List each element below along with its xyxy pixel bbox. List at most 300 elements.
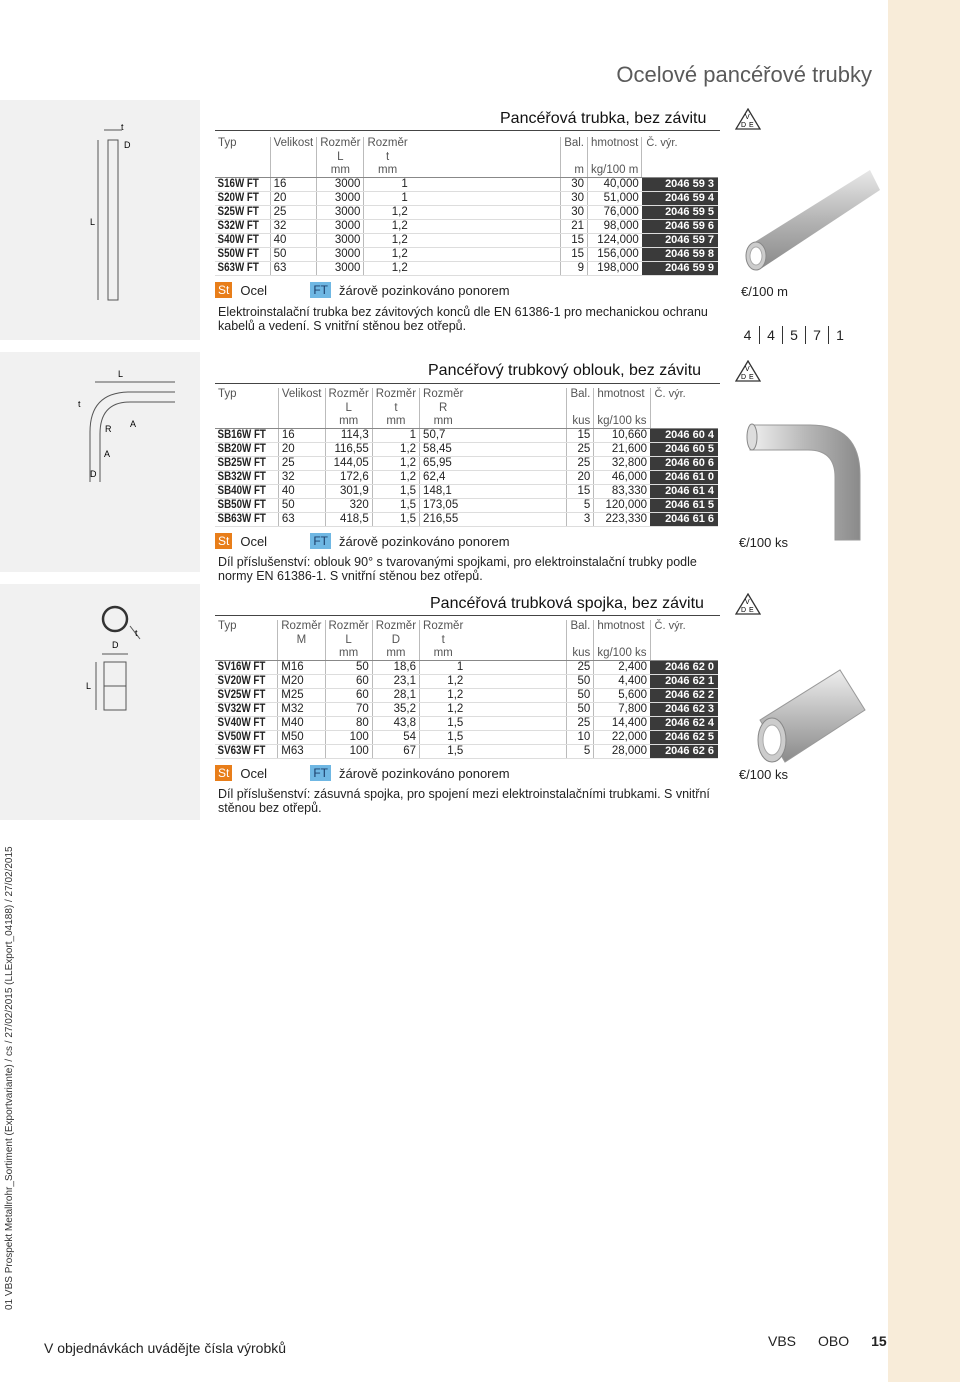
svg-text:t: t: [78, 399, 81, 409]
product-table: [215, 388, 718, 527]
table-cell: [411, 206, 561, 220]
table-cell: kus: [567, 415, 594, 429]
table-row: [215, 661, 718, 675]
table-cell: 2046 61 0: [650, 471, 718, 485]
table-cell: 50: [325, 661, 372, 675]
table-cell: 35,2: [372, 703, 419, 717]
table-cell: 76,000: [588, 206, 642, 220]
product-table: [215, 137, 718, 276]
table-cell: 2046 60 6: [650, 457, 718, 471]
table-cell: 20: [270, 192, 317, 206]
table-cell: 28,1: [372, 689, 419, 703]
table-cell: 4,400: [594, 675, 650, 689]
table-cell: 2046 62 2: [650, 689, 718, 703]
table-row: [215, 178, 718, 192]
vde-mark-icon: [735, 593, 761, 615]
table-cell: 1,2: [420, 689, 467, 703]
table-cell: kg/100 ks: [594, 647, 650, 661]
table-cell: mm: [372, 647, 419, 661]
table-row: [215, 206, 718, 220]
page-number: 15: [871, 1333, 887, 1349]
table-cell: mm: [364, 164, 411, 178]
table-cell: Velikost: [278, 388, 325, 402]
price-unit: €/100 ks: [738, 535, 788, 550]
table-cell: 70: [325, 703, 372, 717]
table-cell: hmotnost: [594, 620, 650, 634]
table-cell: L: [317, 151, 364, 165]
table-cell: 2046 59 6: [642, 220, 718, 234]
table-cell: mm: [372, 415, 419, 429]
section-title: Pancéřová trubková spojka, bez závitu: [430, 595, 704, 612]
table-cell: R: [420, 402, 467, 416]
table-cell: 9: [561, 262, 588, 276]
table-cell: mm: [325, 415, 372, 429]
table-cell: 50: [270, 248, 317, 262]
table-cell: 50: [567, 675, 594, 689]
title-rule: [215, 130, 720, 131]
table-cell: [561, 151, 588, 165]
table-row: [215, 703, 718, 717]
table-cell: 1,5: [372, 499, 419, 513]
brand-obo: OBO: [818, 1333, 850, 1349]
table-cell: 2046 62 1: [650, 675, 718, 689]
table-row: [215, 429, 718, 443]
svg-text:R: R: [105, 424, 112, 434]
vde-mark-icon: [735, 108, 761, 130]
title-rule: [215, 615, 720, 616]
table-cell: 2046 59 5: [642, 206, 718, 220]
svg-text:D: D: [741, 374, 747, 381]
table-cell: Č. výr.: [650, 620, 718, 634]
table-cell: SB50W FT: [215, 499, 269, 513]
table-cell: 5: [567, 499, 594, 513]
table-cell: 98,000: [588, 220, 642, 234]
table-cell: 40,000: [588, 178, 642, 192]
vde-mark-icon: [735, 360, 761, 382]
table-cell: SB40W FT: [215, 485, 269, 499]
table-cell: 116,55: [325, 443, 372, 457]
table-cell: 15: [567, 485, 594, 499]
section-title: Pancéřový trubkový oblouk, bez závitu: [428, 362, 702, 379]
table-cell: Č. výr.: [642, 137, 718, 151]
table-cell: 172,6: [325, 471, 372, 485]
svg-text:E: E: [749, 122, 754, 129]
table-cell: Rozměr: [372, 620, 419, 634]
table-cell: hmotnost: [594, 388, 650, 402]
table-cell: t: [420, 634, 467, 648]
svg-text:V: V: [745, 599, 750, 606]
table-row: [215, 513, 718, 527]
table-cell: 1,5: [420, 731, 467, 745]
table-cell: mm: [420, 415, 467, 429]
table-cell: [411, 164, 561, 178]
table-cell: 1,2: [364, 262, 411, 276]
table-cell: 21: [561, 220, 588, 234]
table-cell: 223,330: [594, 513, 650, 527]
svg-text:D: D: [741, 122, 747, 129]
svg-text:V: V: [745, 366, 750, 373]
svg-text:V: V: [745, 114, 750, 121]
table-cell: S63W FT: [215, 262, 262, 276]
table-cell: 30: [561, 192, 588, 206]
table-cell: 67: [372, 745, 419, 759]
material-line: [215, 533, 510, 549]
table-cell: [215, 164, 270, 178]
table-cell: kus: [567, 647, 594, 661]
table-cell: 28,000: [594, 745, 650, 759]
table-cell: M50: [278, 731, 325, 745]
table-cell: 301,9: [325, 485, 372, 499]
table-cell: 114,3: [325, 429, 372, 443]
table-cell: mm: [317, 164, 364, 178]
table-row: [215, 745, 718, 759]
table-cell: L: [325, 402, 372, 416]
table-row: [215, 192, 718, 206]
table-cell: 32,800: [594, 457, 650, 471]
table-cell: S16W FT: [215, 178, 262, 192]
table-cell: 3: [567, 513, 594, 527]
svg-text:L: L: [118, 369, 124, 379]
table-cell: Typ: [218, 620, 237, 633]
table-cell: S20W FT: [215, 192, 262, 206]
table-cell: [215, 151, 270, 165]
table-cell: 148,1: [420, 485, 467, 499]
svg-text:L: L: [86, 681, 92, 691]
table-row: [215, 499, 718, 513]
table-cell: 15: [567, 429, 594, 443]
table-cell: [270, 151, 317, 165]
table-cell: [411, 151, 561, 165]
table-cell: 1,2: [364, 220, 411, 234]
table-cell: D: [372, 634, 419, 648]
table-cell: 14,400: [594, 717, 650, 731]
material-label: Ocel: [240, 533, 268, 549]
table-cell: Rozměr: [372, 388, 419, 402]
table-cell: 46,000: [594, 471, 650, 485]
table-cell: SV50W FT: [215, 731, 268, 745]
diagram-panel: [0, 100, 200, 340]
table-cell: Velikost: [270, 137, 317, 151]
table-cell: Rozměr: [420, 620, 467, 634]
tube-diagram: [0, 100, 200, 340]
table-cell: m: [561, 164, 588, 178]
table-cell: 2046 61 4: [650, 485, 718, 499]
table-cell: [411, 192, 561, 206]
table-row: [215, 262, 718, 276]
price-unit: €/100 m: [741, 284, 788, 299]
svg-text:D: D: [112, 640, 119, 650]
table-cell: 5,600: [594, 689, 650, 703]
table-cell: 1: [364, 192, 411, 206]
table-cell: 2046 62 6: [650, 745, 718, 759]
table-cell: SB63W FT: [215, 513, 269, 527]
brand-vbs: VBS: [768, 1333, 797, 1349]
table-cell: Typ: [218, 388, 237, 401]
table-cell: 1,5: [420, 745, 467, 759]
table-cell: 3000: [317, 220, 364, 234]
print-reference: 01 VBS Prospekt Metallrohr_Sortiment (Exportvariante) / cs / 27/02/2015 (LLExport_04188) / 27/02/2015: [4, 846, 15, 1310]
table-cell: Rozměr: [364, 137, 411, 151]
table-cell: M: [278, 634, 325, 648]
table-cell: 3000: [317, 178, 364, 192]
table-cell: 25: [278, 457, 325, 471]
table-cell: Rozměr: [325, 620, 372, 634]
table-cell: [411, 137, 561, 151]
table-cell: SB32W FT: [215, 471, 269, 485]
table-cell: S40W FT: [215, 234, 262, 248]
table-cell: 21,600: [594, 443, 650, 457]
table-row: [215, 234, 718, 248]
table-cell: mm: [420, 647, 467, 661]
table-cell: L: [325, 634, 372, 648]
svg-text:E: E: [749, 374, 754, 381]
table-cell: kg/100 m: [588, 164, 642, 178]
table-cell: 3000: [317, 206, 364, 220]
table-cell: SV40W FT: [215, 717, 268, 731]
table-cell: 1,2: [420, 675, 467, 689]
table-cell: 80: [325, 717, 372, 731]
table-cell: M32: [278, 703, 325, 717]
finish-label: žárově pozinkováno ponorem: [339, 765, 510, 781]
table-cell: 3000: [317, 192, 364, 206]
diagram-panel: [0, 584, 200, 820]
material-line: [215, 765, 510, 781]
table-cell: 2046 62 5: [650, 731, 718, 745]
table-cell: 3000: [317, 234, 364, 248]
table-cell: 5: [567, 745, 594, 759]
table-cell: 51,000: [588, 192, 642, 206]
table-cell: 2046 61 6: [650, 513, 718, 527]
material-label: Ocel: [240, 282, 268, 298]
table-cell: 1,2: [420, 703, 467, 717]
table-cell: Č. výr.: [650, 388, 718, 402]
table-cell: 58,45: [420, 443, 467, 457]
table-row: [215, 485, 718, 499]
table-cell: Rozměr: [278, 620, 325, 634]
table-cell: 7,800: [594, 703, 650, 717]
table-row: [215, 689, 718, 703]
table-cell: Typ: [218, 137, 237, 150]
diagram-panel: [0, 352, 200, 572]
table-cell: SV20W FT: [215, 675, 268, 689]
table-cell: M20: [278, 675, 325, 689]
table-cell: 173,05: [420, 499, 467, 513]
dim-label: D: [124, 140, 131, 150]
table-cell: 120,000: [594, 499, 650, 513]
table-cell: t: [364, 151, 411, 165]
material-badge: St: [215, 765, 232, 781]
table-cell: 18,6: [372, 661, 419, 675]
table-cell: [411, 234, 561, 248]
table-cell: 83,330: [594, 485, 650, 499]
material-label: Ocel: [240, 765, 268, 781]
product-description: Díl příslušenství: oblouk 90° s tvarovanými spojkami, pro elektroinstalační trubky podle normy EN 61386-1. S vnitřní stěnou bez otřepů.: [218, 555, 697, 583]
table-cell: 32: [270, 220, 317, 234]
product-photo-bend: [740, 405, 880, 545]
svg-text:A: A: [130, 419, 137, 429]
table-cell: 1,2: [372, 443, 419, 457]
table-cell: 63: [270, 262, 317, 276]
table-cell: 25: [567, 717, 594, 731]
table-cell: 50: [567, 703, 594, 717]
table-cell: 2046 59 8: [642, 248, 718, 262]
table-cell: 1,5: [372, 485, 419, 499]
table-cell: 2046 62 0: [650, 661, 718, 675]
product-photo-coupling: [740, 640, 880, 780]
title-rule: [215, 383, 720, 384]
table-cell: 1: [372, 429, 419, 443]
table-cell: 2046 59 9: [642, 262, 718, 276]
table-cell: 2046 59 4: [642, 192, 718, 206]
table-cell: S25W FT: [215, 206, 262, 220]
table-cell: SB16W FT: [215, 429, 269, 443]
table-cell: 100: [325, 731, 372, 745]
table-cell: 60: [325, 689, 372, 703]
table-cell: 15: [561, 234, 588, 248]
table-cell: [642, 151, 718, 165]
finish-badge: FT: [310, 765, 331, 781]
table-cell: 2046 59 3: [642, 178, 718, 192]
table-cell: 3000: [317, 248, 364, 262]
table-row: [215, 731, 718, 745]
table-cell: 54: [372, 731, 419, 745]
bend-diagram: [0, 352, 200, 572]
finish-label: žárově pozinkováno ponorem: [339, 533, 510, 549]
table-cell: [270, 164, 317, 178]
table-cell: SV16W FT: [215, 661, 268, 675]
table-cell: 1,2: [364, 234, 411, 248]
table-cell: [588, 151, 642, 165]
coupling-diagram: [0, 584, 200, 820]
side-strip: [888, 0, 960, 1382]
table-cell: 50: [567, 689, 594, 703]
table-cell: 16: [278, 429, 325, 443]
table-row: [215, 443, 718, 457]
table-cell: 2046 60 4: [650, 429, 718, 443]
table-cell: 10: [567, 731, 594, 745]
section-title: Pancéřová trubka, bez závitu: [500, 110, 707, 127]
svg-text:D: D: [741, 607, 747, 614]
table-cell: Bal.: [567, 620, 594, 634]
table-cell: SV63W FT: [215, 745, 268, 759]
table-cell: S50W FT: [215, 248, 262, 262]
table-cell: 25: [270, 206, 317, 220]
table-cell: 23,1: [372, 675, 419, 689]
table-cell: [411, 262, 561, 276]
table-cell: 1: [420, 661, 467, 675]
dim-label: t: [121, 122, 124, 132]
table-cell: 1,2: [372, 457, 419, 471]
table-cell: SV25W FT: [215, 689, 268, 703]
table-cell: 1,2: [364, 206, 411, 220]
table-cell: 20: [567, 471, 594, 485]
table-cell: SB25W FT: [215, 457, 269, 471]
table-cell: Rozměr: [317, 137, 364, 151]
table-cell: Bal.: [561, 137, 588, 151]
table-cell: 25: [567, 661, 594, 675]
table-cell: 1,5: [420, 717, 467, 731]
material-badge: St: [215, 533, 232, 549]
table-cell: 50: [278, 499, 325, 513]
price-unit: €/100 ks: [738, 767, 788, 782]
table-cell: kg/100 ks: [594, 415, 650, 429]
svg-text:A: A: [104, 449, 111, 459]
page-title: Ocelové pancéřové trubky: [616, 62, 872, 87]
table-cell: 32: [278, 471, 325, 485]
table-cell: SB20W FT: [215, 443, 269, 457]
table-cell: 1,2: [372, 471, 419, 485]
table-cell: 1,2: [364, 248, 411, 262]
table-cell: 20: [278, 443, 325, 457]
table-cell: 2046 62 4: [650, 717, 718, 731]
footer-note: V objednávkách uvádějte čísla výrobků: [44, 1340, 287, 1356]
table-cell: [411, 220, 561, 234]
table-cell: 65,95: [420, 457, 467, 471]
table-row: [215, 220, 718, 234]
table-cell: [642, 164, 718, 178]
table-cell: 30: [561, 206, 588, 220]
table-cell: [411, 178, 561, 192]
table-cell: 40: [270, 234, 317, 248]
table-row: [215, 248, 718, 262]
table-cell: 30: [561, 178, 588, 192]
table-cell: 320: [325, 499, 372, 513]
finish-label: žárově pozinkováno ponorem: [339, 282, 510, 298]
table-row: [215, 675, 718, 689]
table-cell: 100: [325, 745, 372, 759]
table-cell: t: [372, 402, 419, 416]
table-cell: 22,000: [594, 731, 650, 745]
table-cell: 2046 60 5: [650, 443, 718, 457]
footer-brand: [768, 1333, 887, 1349]
table-cell: 216,55: [420, 513, 467, 527]
table-row: [215, 471, 718, 485]
material-badge: St: [215, 282, 232, 298]
table-cell: M25: [278, 689, 325, 703]
table-cell: M40: [278, 717, 325, 731]
table-cell: 62,4: [420, 471, 467, 485]
table-cell: 43,8: [372, 717, 419, 731]
table-cell: 63: [278, 513, 325, 527]
table-cell: M63: [278, 745, 325, 759]
table-cell: 1: [364, 178, 411, 192]
table-row: [215, 717, 718, 731]
table-cell: 418,5: [325, 513, 372, 527]
table-cell: Rozměr: [325, 388, 372, 402]
svg-text:D: D: [90, 469, 97, 479]
product-table: [215, 620, 718, 759]
table-cell: 144,05: [325, 457, 372, 471]
table-cell: Rozměr: [420, 388, 467, 402]
product-description: Díl příslušenství: zásuvná spojka, pro spojení mezi elektroinstalačními trubkami. S vnitřní stěnou bez otřepů.: [218, 787, 710, 815]
product-description: Elektroinstalační trubka bez závitových konců dle EN 61386-1 pro mechanickou ochranu kabelů a vedení. S vnitřní stěnou bez otřepů.: [218, 305, 708, 333]
table-cell: Bal.: [567, 388, 594, 402]
article-digits: 4 4 5 7 1: [736, 326, 851, 344]
table-cell: 25: [567, 457, 594, 471]
table-cell: M16: [278, 661, 325, 675]
table-cell: 40: [278, 485, 325, 499]
svg-text:t: t: [135, 628, 138, 638]
table-cell: 156,000: [588, 248, 642, 262]
table-cell: 2,400: [594, 661, 650, 675]
dim-label: L: [90, 217, 96, 227]
table-cell: 16: [270, 178, 317, 192]
table-cell: 10,660: [594, 429, 650, 443]
table-cell: S32W FT: [215, 220, 262, 234]
table-cell: 25: [567, 443, 594, 457]
table-cell: 2046 61 5: [650, 499, 718, 513]
table-cell: 124,000: [588, 234, 642, 248]
